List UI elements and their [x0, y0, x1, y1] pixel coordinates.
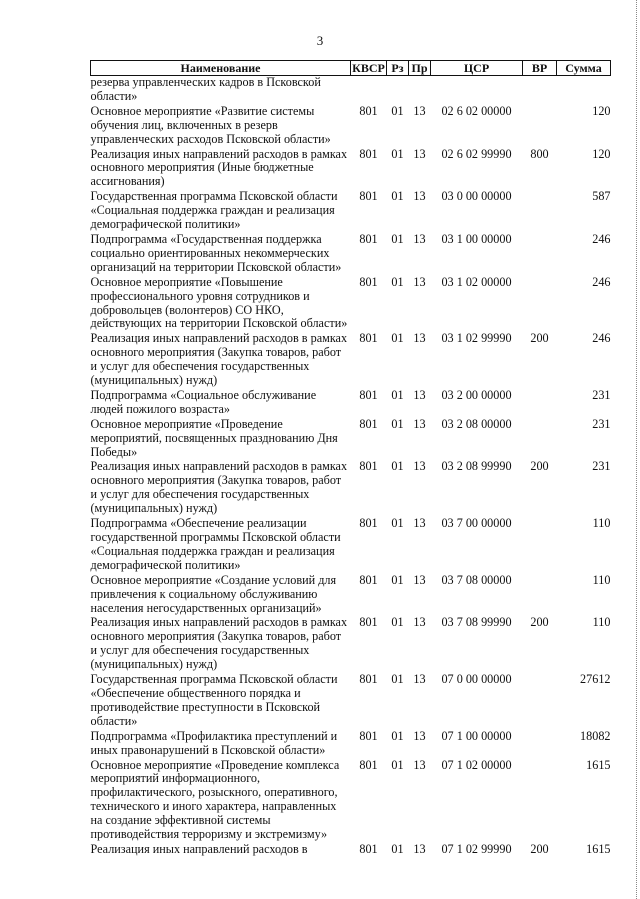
cell-csr: 03 2 08 00000 — [441, 416, 512, 431]
cell-csr: 07 1 02 99990 — [441, 841, 512, 856]
cell-rz: 01 — [391, 572, 404, 587]
cell-pr: 13 — [413, 757, 426, 772]
cell-csr: 03 2 00 00000 — [441, 387, 512, 402]
cell-sum: 120 — [592, 103, 611, 118]
cell-sum: 110 — [592, 516, 611, 531]
cell-name: Основное мероприятие «Создание условий для привлечения к социальному обслуживанию населения негосударственных организаций» — [90, 572, 337, 615]
cell-name: Реализация иных направлений расходов в рамках основного мероприятия (Иные бюджетные ассигнования) — [90, 146, 348, 189]
table-row — [91, 843, 611, 858]
cell-vr — [523, 759, 557, 843]
cell-pr: 13 — [413, 841, 426, 856]
cell-vr — [523, 190, 557, 233]
cell-vr — [523, 105, 557, 148]
cell-kvsr: 801 — [359, 103, 378, 118]
cell-rz: 01 — [391, 757, 404, 772]
cell-kvsr: 801 — [359, 146, 378, 161]
cell-name: Основное мероприятие «Развитие системы обучения лиц, включенных в резерв управленческих расходов Псковской области» — [90, 103, 331, 146]
budget-table — [90, 60, 611, 858]
cell-sum: 120 — [592, 146, 611, 161]
cell-sum: 231 — [592, 416, 611, 431]
page-number: 3 — [316, 33, 324, 48]
cell-pr: 13 — [413, 728, 426, 743]
cell-kvsr: 801 — [359, 331, 378, 346]
cell-csr: 07 0 00 00000 — [441, 672, 512, 687]
cell-rz: 01 — [391, 231, 404, 246]
cell-sum — [557, 76, 611, 105]
cell-sum: 1615 — [586, 841, 611, 856]
cell-vr — [523, 389, 557, 418]
table-row — [91, 517, 611, 574]
cell-pr: 13 — [413, 459, 426, 474]
cell-csr: 03 7 08 00000 — [441, 572, 512, 587]
scan-edge — [635, 0, 637, 899]
cell-pr: 13 — [413, 516, 426, 531]
table-row — [91, 332, 611, 389]
table-row — [91, 418, 611, 461]
cell-vr — [523, 76, 557, 105]
cell-rz: 01 — [391, 728, 404, 743]
cell-kvsr: 801 — [359, 672, 378, 687]
cell-pr: 13 — [413, 416, 426, 431]
cell-pr: 13 — [413, 103, 426, 118]
cell-kvsr: 801 — [359, 387, 378, 402]
cell-name: Государственная программа Псковской области «Социальная поддержка граждан и реализация демографической политики» — [90, 189, 338, 232]
table-row — [91, 389, 611, 418]
cell-name: Основное мероприятие «Повышение профессионального уровня сотрудников и добровольцев (волонтеров) СО НКО, действующих на территории Псковской области» — [90, 274, 348, 331]
table-row — [91, 276, 611, 333]
header-name: Наименование — [91, 61, 351, 76]
cell-pr: 13 — [413, 572, 426, 587]
cell-sum: 246 — [592, 331, 611, 346]
cell-rz: 01 — [391, 416, 404, 431]
cell-rz: 01 — [391, 516, 404, 531]
cell-pr: 13 — [413, 672, 426, 687]
cell-sum: 231 — [592, 459, 611, 474]
cell-vr — [523, 418, 557, 461]
cell-sum: 27612 — [580, 672, 611, 687]
cell-kvsr — [351, 76, 387, 105]
cell-csr: 02 6 02 99990 — [441, 146, 512, 161]
table-row — [91, 616, 611, 673]
cell-pr: 13 — [413, 387, 426, 402]
cell-vr: 200 — [530, 459, 549, 474]
cell-rz: 01 — [391, 274, 404, 289]
header-rz: Рз — [387, 61, 409, 76]
cell-vr: 200 — [530, 331, 549, 346]
cell-csr: 07 1 00 00000 — [441, 728, 512, 743]
cell-sum: 587 — [592, 189, 611, 204]
table-row — [91, 673, 611, 730]
cell-rz: 01 — [391, 672, 404, 687]
cell-vr — [523, 673, 557, 730]
cell-kvsr: 801 — [359, 274, 378, 289]
cell-name: Реализация иных направлений расходов в рамках основного мероприятия (Закупка товаров, работ и услуг для обеспечения государственных (муниципальных) нужд) — [90, 615, 348, 672]
cell-vr: 800 — [530, 146, 549, 161]
cell-name: Подпрограмма «Профилактика преступлений и иных правонарушений в Псковской области» — [90, 728, 338, 757]
cell-kvsr: 801 — [359, 572, 378, 587]
cell-rz: 01 — [391, 459, 404, 474]
cell-name: Реализация иных направлений расходов в — [90, 841, 308, 856]
cell-pr: 13 — [413, 231, 426, 246]
table-row — [91, 460, 611, 517]
header-csr: ЦСР — [431, 61, 523, 76]
cell-kvsr: 801 — [359, 757, 378, 772]
table-row — [91, 730, 611, 759]
cell-kvsr: 801 — [359, 189, 378, 204]
header-vr: ВР — [523, 61, 557, 76]
cell-csr — [431, 76, 523, 105]
cell-sum: 1615 — [586, 757, 611, 772]
cell-sum: 110 — [592, 572, 611, 587]
cell-kvsr: 801 — [359, 231, 378, 246]
cell-rz: 01 — [391, 387, 404, 402]
cell-csr: 03 1 02 00000 — [441, 274, 512, 289]
cell-sum: 231 — [592, 387, 611, 402]
cell-name: Подпрограмма «Государственная поддержка социально ориентированных некоммерческих организаций на территории Псковской области» — [90, 231, 342, 274]
cell-name: Основное мероприятие «Проведение комплекса мероприятий информационного, профилактического, розыскного, оперативного, технического и иного характера, направленных на создание эффективной системы противодействия терроризму и экстремизму» — [90, 757, 340, 842]
cell-pr: 13 — [413, 146, 426, 161]
header-kvsr: КВСР — [352, 61, 385, 75]
table-row — [91, 190, 611, 233]
cell-csr: 03 1 02 99990 — [441, 331, 512, 346]
cell-kvsr: 801 — [359, 841, 378, 856]
header-pr: Пр — [409, 61, 431, 76]
table-row — [91, 233, 611, 276]
cell-csr: 03 1 00 00000 — [441, 231, 512, 246]
cell-rz: 01 — [391, 331, 404, 346]
cell-vr — [523, 233, 557, 276]
cell-csr: 03 7 08 99990 — [441, 615, 512, 630]
table-row — [91, 759, 611, 843]
cell-vr — [523, 574, 557, 617]
table-row — [91, 76, 611, 105]
cell-name: Реализация иных направлений расходов в рамках основного мероприятия (Закупка товаров, работ и услуг для обеспечения государственных (муниципальных) нужд) — [90, 331, 348, 388]
cell-sum: 246 — [592, 231, 611, 246]
cell-sum: 110 — [592, 615, 611, 630]
cell-sum: 18082 — [580, 728, 611, 743]
cell-name: Подпрограмма «Обеспечение реализации государственной программы Псковской области «Социальная поддержка граждан и реализация демографической политики» — [90, 516, 341, 572]
cell-sum: 246 — [592, 274, 611, 289]
cell-name: резерва управленческих кадров в Псковской области» — [90, 75, 321, 103]
cell-csr: 03 2 08 99990 — [441, 459, 512, 474]
cell-kvsr: 801 — [359, 728, 378, 743]
header-sum: Сумма — [557, 61, 611, 76]
cell-pr: 13 — [413, 274, 426, 289]
cell-vr: 200 — [530, 841, 549, 856]
cell-kvsr: 801 — [359, 416, 378, 431]
cell-kvsr: 801 — [359, 459, 378, 474]
cell-csr: 02 6 02 00000 — [441, 103, 512, 118]
cell-pr: 13 — [413, 615, 426, 630]
cell-pr: 13 — [413, 331, 426, 346]
cell-name: Подпрограмма «Социальное обслуживание людей пожилого возраста» — [90, 387, 317, 416]
cell-name: Реализация иных направлений расходов в рамках основного мероприятия (Закупка товаров, работ и услуг для обеспечения государственных (муниципальных) нужд) — [90, 459, 348, 516]
cell-pr: 13 — [413, 189, 426, 204]
cell-rz: 01 — [391, 615, 404, 630]
cell-kvsr: 801 — [359, 615, 378, 630]
cell-rz: 01 — [391, 189, 404, 204]
cell-vr: 200 — [530, 615, 549, 630]
cell-vr — [523, 276, 557, 333]
table-row — [91, 105, 611, 148]
cell-rz: 01 — [391, 146, 404, 161]
cell-rz: 01 — [391, 103, 404, 118]
table-row — [91, 148, 611, 191]
cell-csr: 03 0 00 00000 — [441, 189, 512, 204]
cell-pr — [409, 76, 431, 105]
cell-csr: 03 7 00 00000 — [441, 516, 512, 531]
cell-name: Основное мероприятие «Проведение мероприятий, посвященных празднованию Дня Победы» — [90, 416, 338, 459]
cell-vr — [523, 517, 557, 574]
cell-name: Государственная программа Псковской области «Обеспечение общественного порядка и противодействие преступности в Псковской области» — [90, 672, 338, 728]
cell-kvsr: 801 — [359, 516, 378, 531]
cell-csr: 07 1 02 00000 — [441, 757, 512, 772]
cell-vr — [523, 730, 557, 759]
table-row — [91, 574, 611, 617]
cell-rz: 01 — [391, 841, 404, 856]
header-row — [91, 61, 611, 76]
cell-rz — [387, 76, 409, 105]
